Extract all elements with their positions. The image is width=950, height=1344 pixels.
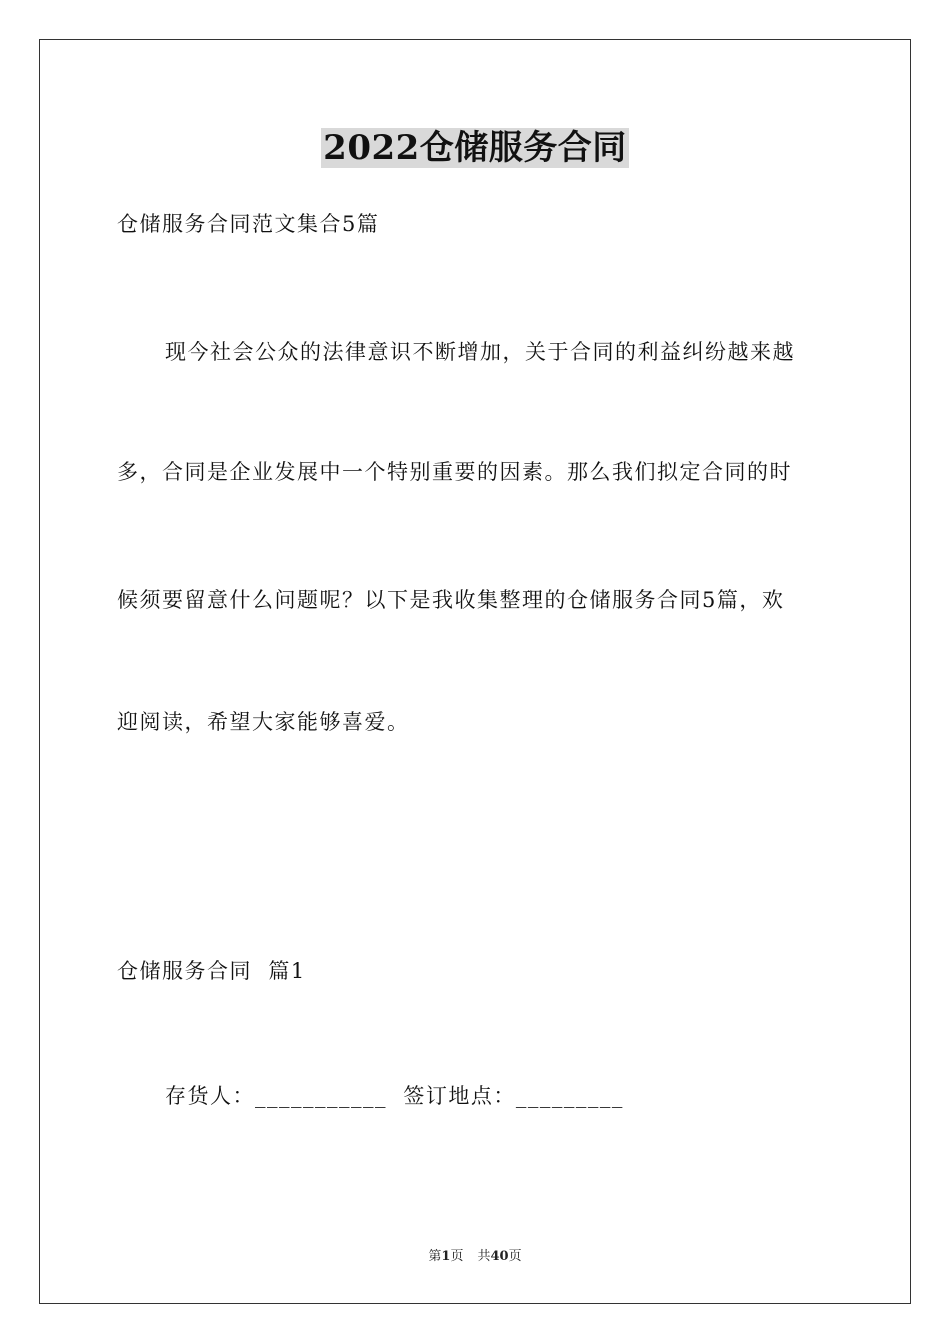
total-prefix: 共	[477, 1249, 491, 1264]
intro-paragraph-line: 迎阅读，希望大家能够喜爱。	[117, 710, 410, 734]
total-pages: 40	[490, 1249, 509, 1264]
intro-paragraph-line: 多，合同是企业发展中一个特别重要的因素。那么我们拟定合同的时	[117, 460, 792, 484]
document-title-text: 2022仓储服务合同	[323, 128, 627, 168]
document-subtitle: 仓储服务合同范文集合5篇	[117, 212, 380, 236]
intro-paragraph-line: 候须要留意什么问题呢？以下是我收集整理的仓储服务合同5篇，欢	[117, 588, 785, 612]
total-suffix: 页	[508, 1249, 522, 1264]
intro-paragraph-line: 现今社会公众的法律意识不断增加，关于合同的利益纠纷越来越	[165, 340, 795, 364]
page-number: 1	[441, 1249, 451, 1264]
contract-fields-line: 存货人：___________ 签订地点：_________	[165, 1084, 624, 1108]
page-suffix: 页	[450, 1249, 464, 1264]
document-title	[0, 126, 950, 170]
page-prefix: 第	[428, 1249, 442, 1264]
page-footer	[0, 1248, 950, 1266]
section-heading: 仓储服务合同 篇1	[117, 959, 306, 983]
